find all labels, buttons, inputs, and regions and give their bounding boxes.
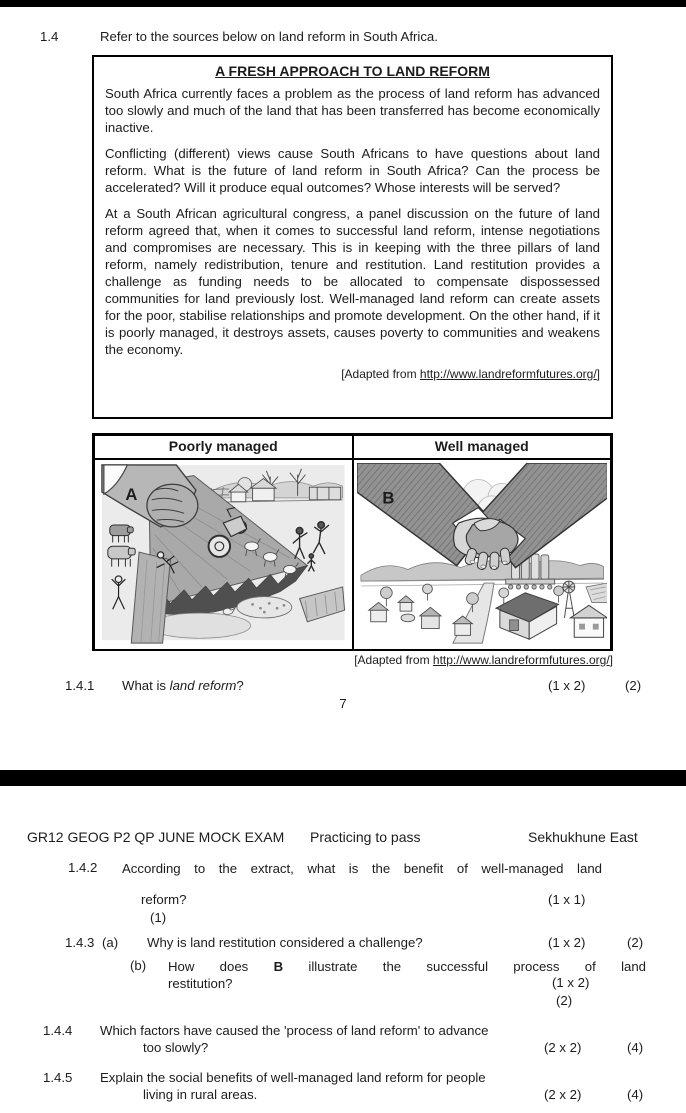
question-14-text: Refer to the sources below on land reform in South Africa. (100, 29, 438, 44)
question-141-text: What is land reform? (122, 678, 244, 693)
scan-top-edge (0, 0, 686, 7)
question-142-text-continued: reform? (141, 892, 187, 907)
cartoon-panel-a (95, 460, 354, 649)
question-143a-label: (a) (102, 935, 119, 950)
running-header-district: Sekhukhune East (528, 829, 638, 845)
source-cartoon-box (92, 433, 613, 651)
question-145-text-continued: living in rural areas. (143, 1087, 258, 1102)
cartoon-header-well-managed: Well managed (434, 438, 529, 454)
question-141-marks: (2) (625, 678, 642, 693)
source-text-box (92, 55, 613, 419)
question-142-number: 1.4.2 (68, 860, 98, 875)
question-141-number: 1.4.1 (65, 678, 95, 693)
attribution-prefix: [Adapted from (341, 367, 420, 381)
running-header-center: Practicing to pass (310, 829, 421, 845)
question-143b-text-continued: restitution? (168, 976, 233, 991)
question-145-text: Explain the social benefits of well-managed land reform for people (100, 1070, 486, 1085)
cartoon-a-label: A (125, 484, 138, 504)
question-142-marks: (1) (150, 910, 167, 925)
cartoon-panels (95, 460, 610, 649)
page-break-band (0, 770, 686, 786)
torn-land-illustration (98, 463, 349, 646)
question-144-allocation: (2 x 2) (544, 1040, 582, 1055)
source-attribution (105, 367, 600, 381)
cartoon-panel-b (354, 460, 611, 649)
question-143-number: 1.4.3 (65, 935, 95, 950)
attribution-suffix: ] (596, 367, 600, 381)
cartoon-header-row (95, 436, 610, 460)
source-title: A FRESH APPROACH TO LAND REFORM (215, 63, 490, 79)
page-number: 7 (339, 696, 347, 711)
question-143b-marks: (2) (556, 993, 573, 1008)
attribution-url-link[interactable]: http://www.landreformfutures.org/ (432, 653, 610, 667)
question-143b-allocation: (1 x 2) (552, 975, 590, 990)
cartoon-attribution (92, 653, 613, 667)
question-143a-marks: (2) (627, 935, 644, 950)
question-144-marks: (4) (627, 1040, 644, 1055)
running-header-exam-title: GR12 GEOG P2 QP JUNE MOCK EXAM (27, 829, 285, 845)
question-145-marks: (4) (627, 1087, 644, 1102)
handshake-illustration (357, 463, 608, 646)
attribution-prefix: [Adapted from (354, 653, 433, 667)
question-143a-allocation: (1 x 2) (548, 935, 586, 950)
attribution-url-link[interactable]: http://www.landreformfutures.org/ (419, 367, 597, 381)
source-paragraph: South Africa currently faces a problem as the process of land reform has advanced too slowly and much of the land that has been transferred has become economically inactive. (105, 86, 600, 135)
question-142-text: According to the extract, what is the benefit of well-managed land (122, 861, 602, 876)
question-144-number: 1.4.4 (43, 1023, 73, 1038)
question-145-allocation: (2 x 2) (544, 1087, 582, 1102)
question-144-text-continued: too slowly? (143, 1040, 209, 1055)
question-143a-text: Why is land restitution considered a challenge? (147, 935, 423, 950)
question-143b-text: How does B illustrate the successful process of land restitution? (168, 959, 646, 991)
cartoon-b-label: B (381, 488, 394, 508)
question-143b-label: (b) (130, 958, 147, 973)
attribution-suffix: ] (609, 653, 613, 667)
question-145-number: 1.4.5 (43, 1070, 73, 1085)
source-paragraph: At a South African agricultural congress, a panel discussion on the future of land reform agreed that, when it comes to successful land reform, intense negotiations and compromises are necessary. This is in keeping with the three pillars of land reform, namely redistribution, tenure and restitution. Land restitution provides a challenge as funding needs to be allocated to compensate dispossessed communities for land previously lost. Well-managed land reform can create assets for the poor, stabilise relationships and promote development. On the other hand, if it is poorly managed, it destroys assets, causes poverty to communities and weakens the economy. (105, 206, 600, 357)
cartoon-header-poorly-managed: Poorly managed (95, 436, 354, 458)
question-141-allocation: (1 x 2) (548, 678, 586, 693)
source-paragraph: Conflicting (different) views cause South Africans to have questions about land reform. What is the future of land reform in South Africa? Can the process be accelerated? Will it produce equal outcomes? Whose interests will be served? (105, 146, 600, 195)
question-14-number: 1.4 (40, 29, 59, 44)
question-144-text: Which factors have caused the 'process of land reform' to advance (100, 1023, 489, 1038)
question-142-allocation: (1 x 1) (548, 892, 586, 907)
